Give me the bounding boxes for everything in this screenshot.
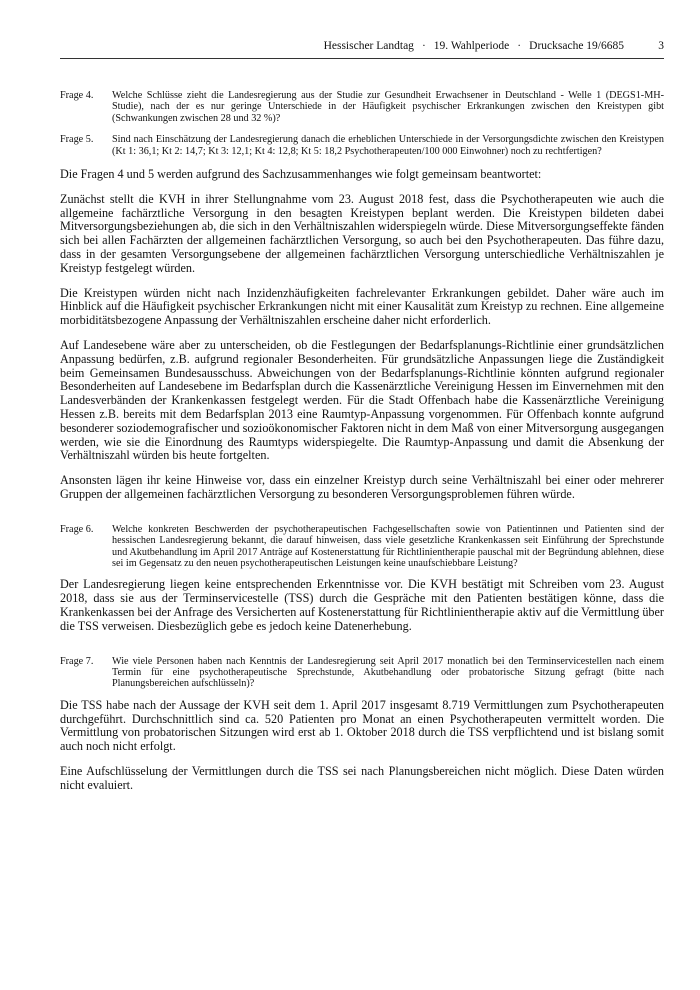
- answer-paragraph: Eine Aufschlüsselung der Vermittlungen durch die TSS sei nach Planungsbereichen nicht möglich. Diese Daten würden nicht evaluiert.: [60, 763, 664, 792]
- answer-paragraph: Zunächst stellt die KVH in ihrer Stellungnahme vom 23. August 2018 fest, dass die Psychotherapeuten wie auch die allgemeine fachärztliche Versorgung in den besagten Kreistypen beplant werden. Die Kreistypen bildeten dabei Mitversorgungsbeziehungen ab, die sich in den Verhältniszahlen widerspiegeln würde. Diese Mitversorgungseffekte fänden sich bei allen Fachärzten der allgemeinen fachärztlichen Versorgung, so auch bei den Psychotherapeuten. Das führe dazu, dass in der gesamten Versorgungsebene der allgemeinen fachärztlichen Versorgung unterschiedliche Verhältniszahlen je Kreistyp festgelegt würden.: [60, 191, 664, 275]
- answer-intro: Die Fragen 4 und 5 werden aufgrund des Sachzusammenhanges wie folgt gemeinsam beantwortet:: [60, 167, 542, 182]
- page-header: [60, 40, 664, 56]
- answer-paragraph: Auf Landesebene wäre aber zu unterscheiden, ob die Festlegungen der Bedarfsplanungs-Richtlinie einer grundsätzlichen Anpassung bedürfen, z.B. aufgrund regionaler Besonderheiten. Für grundsätzliche Anpassungen liege die Zuständigkeit beim Gemeinsamen Bundesausschuss. Abweichungen von der Bedarfsplanungs-Richtlinie könnten aufgrund regionaler Besonderheiten auf Landesebene im Bedarfsplan durch die Kassenärztliche Vereinigung Hessen im Einvernehmen mit den Landesverbänden der Krankenkassen festgelegt werden. Für die Stadt Offenbach habe die Kassenärztliche Vereinigung Hessen z.B. bereits mit dem Bedarfsplan 2013 eine Raumtyp-Anpassung vorgenommen. Für Offenbach konnte aufgrund besonderer soziodemografischer und sozioökonomischer Faktoren nicht in dem Maß von einer Mitversorgung ausgegangen werden, wie sie die Einordnung des Raumtyps widerspiegelte. Die Raumtyp-Anpassung und damit die Absenkung der Verhältniszahl würden bis heute fortgelten.: [60, 338, 664, 463]
- answer-paragraph: Die TSS habe nach der Aussage der KVH seit dem 1. April 2017 insgesamt 8.719 Vermittlungen zum Psychotherapeuten durchgeführt. Durchschnittlich sind ca. 520 Patienten pro Monat an einen Psychotherapeuten vermittelt worden. Die Vermittlung von probatorischen Sitzungen wird erst ab 1. Oktober 2018 durch die TSS verpflichtend und ist bislang somit auch noch nicht erfolgt.: [60, 697, 664, 754]
- header-document: Drucksache 19/6685: [529, 40, 624, 52]
- header-separator: ·: [517, 40, 522, 52]
- question-text: Welche Schlüsse zieht die Landesregierung aus der Studie zur Gesundheit Erwachsener in Deutschland - Welle 1 (DEGS1-MH-Studie), nach der es nur geringe Unterschiede in der Häufigkeit psychischer Erkrankungen zwischen den Kreistypen gibt (Schwankungen zwischen 28 und 32 %)?: [112, 90, 664, 124]
- header-publisher: Hessischer Landtag: [323, 40, 414, 52]
- question-5: [60, 134, 664, 157]
- answer-paragraph: Die Kreistypen würden nicht nach Inzidenzhäufigkeiten fachrelevanter Erkrankungen gebildet. Daher wäre auch im Hinblick auf die Häufigkeit psychischer Erkrankungen nicht mit einer Kausalität zum Kreistyp zu rechnen. Eine allgemeine morbiditätsbezogene Anpassung der Verhältniszahlen erscheine daher nicht erforderlich.: [60, 285, 664, 328]
- question-label: Frage 4.: [60, 90, 94, 101]
- header-period: 19. Wahlperiode: [433, 40, 510, 52]
- question-label: Frage 5.: [60, 134, 94, 146]
- header-info: [324, 40, 624, 52]
- document-body: [60, 90, 664, 793]
- question-text: Welche konkreten Beschwerden der psychotherapeutischen Fachgesellschaften sowie von Patientinnen und Patienten sind der hessischen Landesregierung bekannt, die darauf hinweisen, dass viele gesetzliche Krankenkassen seit Einführung der Sprechstunde und Akutbehandlung im April 2017 Anträge auf Kostenerstattung für Richtlinientherapie pauschal mit der Begründung ablehnen, diese sei im Gegensatz zu den neuen psychotherapeutischen Leistungen keine unaufschiebbare Leistung?: [112, 523, 664, 569]
- page-number: 3: [658, 40, 664, 52]
- question-7: [60, 656, 664, 690]
- question-6: [60, 524, 664, 570]
- answer-paragraph: Ansonsten lägen ihr keine Hinweise vor, dass ein einzelner Kreistyp durch seine Verhältniszahl bei einer oder mehrerer Gruppen der allgemeinen fachärztlichen Versorgung zu besonderen Versorgungsproblemen führen würde.: [60, 473, 664, 501]
- question-label: Frage 7.: [60, 655, 94, 667]
- answer-paragraph: Der Landesregierung liegen keine entsprechenden Erkenntnisse vor. Die KVH bestätigt mit Schreiben vom 23. August 2018, dass sie aus der Terminservicestelle (TSS) durch die Gespräche mit den Patienten bestätigen könne, dass die Krankenkassen bei der Anfrage des Versicherten auf Kostenerstattung für Richtlinientherapie aktiv auf die Vermittlung über die TSS verweisen. Diesbezüglich gebe es jedoch keine Datenerhebung.: [60, 577, 664, 633]
- question-4: [60, 90, 664, 124]
- header-separator: ·: [421, 40, 426, 52]
- question-label: Frage 6.: [60, 523, 94, 535]
- header-rule: [60, 58, 664, 59]
- question-text: Wie viele Personen haben nach Kenntnis der Landesregierung seit April 2017 monatlich bei den Terminservicestellen nach einem Termin für eine psychotherapeutische Sprechstunde, Akutbehandlung oder probatorische Sitzung gefragt (bitte nach Planungsbereichen aufschlüsseln)?: [112, 655, 664, 690]
- question-text: Sind nach Einschätzung der Landesregierung danach die erheblichen Unterschiede in der Versorgungsdichte zwischen den Kreistypen (Kt 1: 36,1; Kt 2: 14,7; Kt 3: 12,1; Kt 4: 12,8; Kt 5: 18,2 Psychotherapeuten/100 000 Einwohner) noch zu rechtfertigen?: [112, 134, 664, 157]
